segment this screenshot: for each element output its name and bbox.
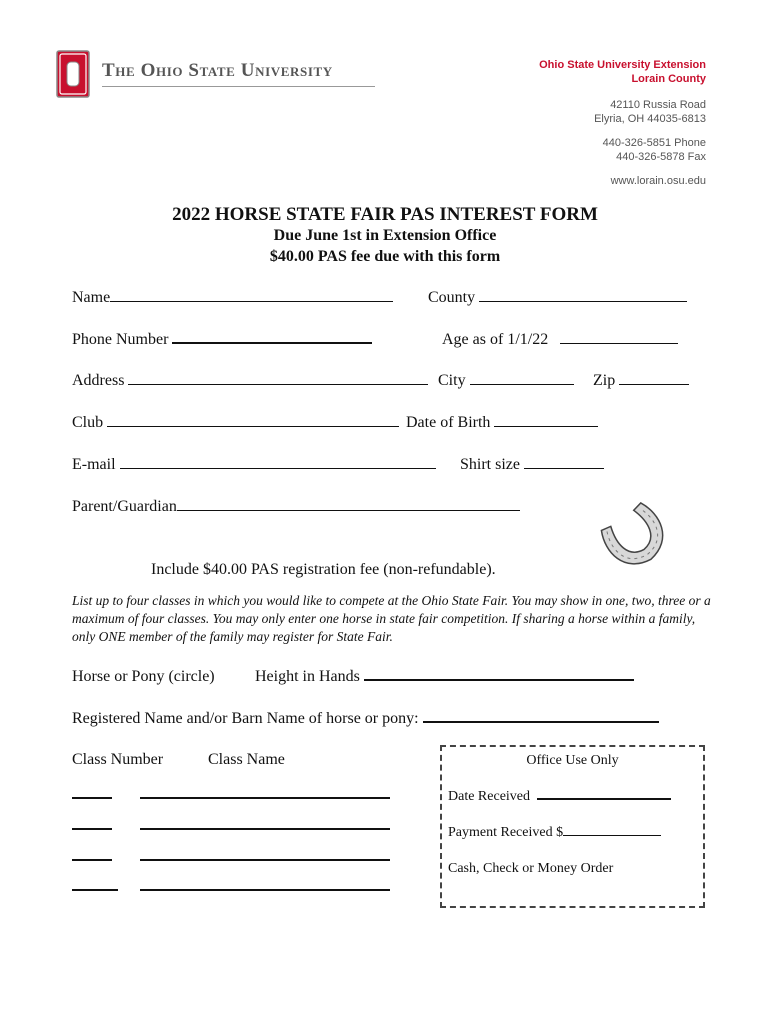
height-line[interactable] xyxy=(364,679,634,681)
age-line[interactable] xyxy=(560,343,678,344)
name-line[interactable] xyxy=(110,301,393,302)
address-label: Address xyxy=(72,372,125,389)
dob-field[interactable] xyxy=(406,414,598,432)
email-field[interactable] xyxy=(72,456,436,474)
address-line2: Elyria, OH 44035-6813 xyxy=(594,113,706,125)
registered-name-line[interactable] xyxy=(423,721,659,723)
class-number-header: Class Number xyxy=(72,751,164,768)
horseshoe-illustration xyxy=(596,500,676,576)
phone-label: Phone Number xyxy=(72,331,169,348)
fee-note: $40.00 PAS fee due with this form xyxy=(269,248,501,265)
name-field[interactable] xyxy=(72,289,393,307)
due-date-note: Due June 1st in Extension Office xyxy=(273,227,497,244)
zip-field[interactable] xyxy=(593,372,689,390)
payment-methods: Cash, Check or Money Order xyxy=(448,861,614,876)
payment-received-field[interactable] xyxy=(448,825,661,841)
shirt-label: Shirt size xyxy=(460,456,520,473)
class-name-line-4[interactable] xyxy=(140,889,390,891)
parent-line[interactable] xyxy=(177,510,520,511)
date-received-label: Date Received xyxy=(448,789,531,804)
logo-divider xyxy=(102,86,375,87)
registration-fee-note: Include $40.00 PAS registration fee (non-refundable). xyxy=(151,561,496,578)
email-label: E-mail xyxy=(72,456,116,473)
club-line[interactable] xyxy=(107,426,399,427)
city-field[interactable] xyxy=(438,372,574,390)
shirt-line[interactable] xyxy=(524,468,604,469)
phone-field[interactable] xyxy=(72,331,372,349)
shirt-field[interactable] xyxy=(460,456,604,474)
class-number-line-1[interactable] xyxy=(72,797,112,799)
registered-name-label: Registered Name and/or Barn Name of horse or pony: xyxy=(72,710,419,727)
name-label: Name xyxy=(72,289,111,306)
address-field[interactable] xyxy=(72,372,428,390)
zip-line[interactable] xyxy=(619,384,689,385)
city-line[interactable] xyxy=(470,384,574,385)
parent-label: Parent/Guardian xyxy=(72,498,177,515)
height-label: Height in Hands xyxy=(255,668,360,685)
website: www.lorain.osu.edu xyxy=(610,175,706,187)
club-label: Club xyxy=(72,414,104,431)
class-number-line-2[interactable] xyxy=(72,828,112,830)
dob-label: Date of Birth xyxy=(406,414,491,431)
extension-name: Ohio State University Extension xyxy=(539,59,706,71)
parent-field[interactable] xyxy=(72,498,520,516)
class-instructions: List up to four classes in which you would like to compete at the Ohio State Fair. You may show in one, two, three or a maximum of four classes. You may only enter one horse in state fair competition. If sharing a horse within a family, only ONE member of the family may register for State Fair. xyxy=(72,593,711,644)
city-label: City xyxy=(438,372,466,389)
class-name-line-3[interactable] xyxy=(140,859,390,861)
ohio-state-block-o-logo xyxy=(56,50,90,98)
class-name-line-1[interactable] xyxy=(140,797,390,799)
club-field[interactable] xyxy=(72,414,399,432)
age-field[interactable] xyxy=(442,331,678,349)
office-use-title: Office Use Only xyxy=(526,753,619,768)
fax-number: 440-326-5878 Fax xyxy=(616,151,706,163)
payment-received-label: Payment Received $ xyxy=(448,825,564,840)
county-label: County xyxy=(428,289,476,306)
address-line1: 42110 Russia Road xyxy=(610,99,706,111)
county-field[interactable] xyxy=(428,289,687,307)
payment-received-line[interactable] xyxy=(563,835,661,836)
date-received-field[interactable] xyxy=(448,789,671,805)
zip-label: Zip xyxy=(593,372,616,389)
county-line[interactable] xyxy=(479,301,687,302)
date-received-line[interactable] xyxy=(537,798,671,800)
class-name-header: Class Name xyxy=(208,751,285,768)
class-number-line-3[interactable] xyxy=(72,859,112,861)
class-name-line-2[interactable] xyxy=(140,828,390,830)
county-office: Lorain County xyxy=(631,73,706,85)
height-field[interactable] xyxy=(255,668,634,686)
phone-line[interactable] xyxy=(172,342,372,344)
email-line[interactable] xyxy=(120,468,436,469)
form-title: 2022 HORSE STATE FAIR PAS INTEREST FORM xyxy=(172,204,598,225)
dob-line[interactable] xyxy=(494,426,598,427)
university-name: The Ohio State University xyxy=(102,60,333,81)
registered-name-field[interactable] xyxy=(72,710,659,728)
address-line[interactable] xyxy=(128,384,428,385)
age-label: Age as of 1/1/22 xyxy=(442,331,549,348)
phone-number: 440-326-5851 Phone xyxy=(602,137,706,149)
class-number-line-4[interactable] xyxy=(72,889,118,891)
horse-or-pony-label: Horse or Pony (circle) xyxy=(72,668,215,685)
